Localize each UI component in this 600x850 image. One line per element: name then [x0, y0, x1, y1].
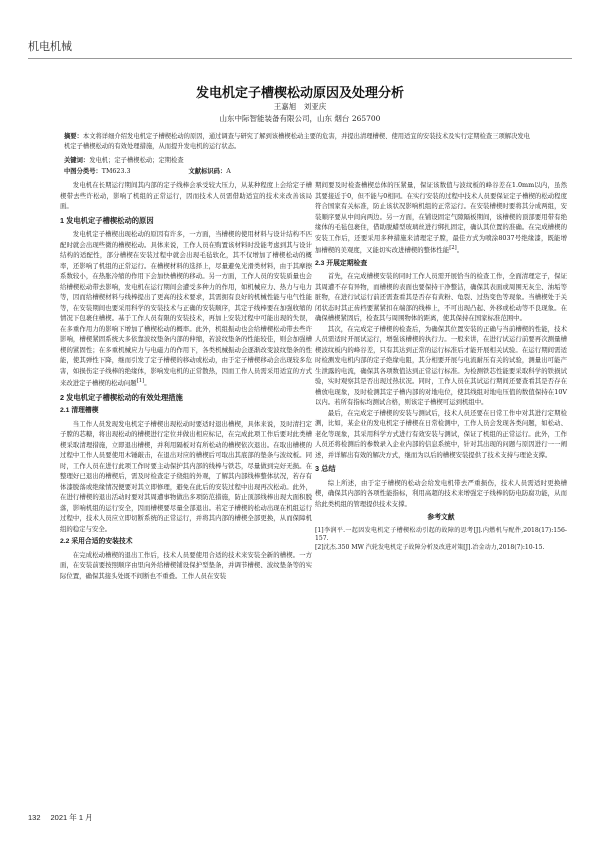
section-2-3-paragraph-a: 首先，在完成槽楔安装的同时工作人员需开展恰当的检查工作，全面清理定子，保证其周遭不存有异物，而槽楔的表面也要保持干净整洁，确保其表面或周围无灰尘、油垢等脏物，在进行试运行前还需查看其是否存有黄粉、龟裂、过热变色等现象。当槽楔处于关闭状态时其正齿档要紧紧扣在端部的线棒上，不可出现凸起、外移或松动等不良现象。在确保槽楔紧固后，检查其与周围物体的距离，使其保持在国家标准范围中。 — [315, 272, 567, 323]
running-header: 机电机械 — [28, 41, 72, 53]
citation-2: [2] — [449, 245, 457, 251]
clc-value: TM623.3 — [101, 168, 131, 175]
section-2-2-cont-text: 期间要及时检查槽楔总体的压紧量，保证该数值与波纹板的峰谷差在1.0mm以内，虽然其要接近于0，但不能与0相同。在实行安装的过程中技术人员要保证定子槽楔的松动程度符合国家有关标准，防止该状况影响机组的正常运行。在安装槽楔时要将其分成两组，安装顺序要从中间向两边。另一方面，在铺设固定气隙隔板期间，该槽楔的顶部要用带有绝缘体的毛毡包裹住，借助脱蜡型玻璃丝进行绑扎固定，确认其位置的准确。在完成槽楔的安装工作后，还要采用多种措施来清理定子膛，最佳方式为喷涂8037号绝缘漆，既能增加槽楔的美观度，又能切实改进槽楔的整体性能 — [315, 181, 567, 255]
header-rule — [28, 58, 572, 59]
references-list — [315, 527, 567, 553]
section-2-heading: 2 发电机定子槽楔松动的有效处理措施 — [60, 392, 183, 402]
left-column — [60, 180, 312, 581]
page-number: 132 — [28, 813, 41, 822]
abstract-label: 摘要： — [64, 133, 83, 140]
section-1-paragraph: 发电机定子槽楔出现松动的原因有许多，一方面，当槽楔的使用材料与设计结构不匹配时就会出现些微的槽楔松动。具体来说，工作人员在购置该材料时没能考虑到其与设计结构的适配性，部分槽楔在安装过程中就会出现毛毡软化，其不仅增加了槽楔松动的概率，还影响了机组的正常运行。在槽楔材料的选择上，尽量避免光滑类材料，由于其摩擦系数较小，在热胀冷缩的作用下会加快槽楔的移动。另一方面，工作人员的安装质量也会给槽楔松动带去影响，发电机在运行期间会遭受多种力的作用，如机械应力、热力与电力等，因而给槽楔材料与线棒提出了更高的技术要求，其需拥有良好的机械性能与电气性能等，在安装期间也要采用科学的安装技术与正确的安装顺序，其定子线棒要在加强收缩的情况下包裹住槽楔。基于工作人员有限的安装技术，再加上安装过程中可能出现的失误，在多重作用力的影响下增加了槽楔松动的概率。此外，机组振动也会给槽楔松动带去些许影响，槽楔紧固系统大多依靠波纹垫条内部的伸缩，若波纹垫条的性能较佳，则会加强槽楔的紧固性；在多重机械应力与电磁力的作用下，各类机械振动会逐渐改变波纹垫条的性能，使其弹性下降，继而引发了定子槽楔的移动或松动，由于定子槽楔移动会出现较多危害，如损伤定子线棒的绝缘体，影响发电机的正常散热，因而工作人员需采用适宜的方式来改进定子槽楔的松动问题[1]。 — [60, 230, 312, 388]
section-2-2-continued: 期间要及时检查槽楔总体的压紧量，保证该数值与波纹板的峰谷差在1.0mm以内，虽然其要接近于0，但不能与0相同。在实行安装的过程中技术人员要保证定子槽楔的松动程度符合国家有关标准，防止该状况影响机组的正常运行。在安装槽楔时要将其分成两组，安装顺序要从中间向两边。另一方面，在铺设固定气隙隔板期间，该槽楔的顶部要用带有绝缘体的毛毡包裹住，借助脱蜡型玻璃丝进行绑扎固定，确认其位置的准确。在完成槽楔的安装工作后，还要采用多种措施来清理定子膛，最佳方式为喷涂8037号绝缘漆，既能增加槽楔的美观度，又能切实改进槽楔的整体性能[2]。 — [315, 181, 567, 255]
references-heading: 参考文献 — [427, 514, 455, 522]
keywords — [64, 155, 536, 164]
right-column — [315, 180, 567, 553]
section-2-2-heading: 2.2 采用合适的安装技术 — [60, 538, 133, 546]
reference-item: [1]李润平.一起因发电机定子槽楔松动引起的故障的思考[J].内燃机与配件,2018(17):156-157. — [315, 526, 567, 543]
clc-label: 中图分类号： — [64, 168, 102, 175]
reference-item: [2]沈杰.350 MW 汽轮发电机定子故障分析及改进对策[J].冶金动力,2018(7):10-15. — [315, 544, 545, 552]
section-2-3-paragraph-c: 最后，在完成定子槽楔的安装与测试后，技术人员还要在日常工作中对其进行定期检测，比如，某企业的发电机定子槽楔在日常检测中，工作人员会发现各类问题，如松动、老化等现象，其采用科学方式进行有效安装与测试，保证了机组的正常运行。此外，工作人员还将检测后的参数录入企业内部的信息系统中，针对其出现的问题与原因进行一一阐述，并详解出有效的解决方式，继而为以后的槽楔安装提供了技术支持与理论支撑。 — [315, 408, 567, 459]
keywords-text: 发电机；定子槽楔松动；定期检查 — [89, 157, 184, 164]
citation-1: [1] — [136, 378, 145, 384]
intro-paragraph: 发电机在长期运行期间其内部的定子线棒会承受较大压力，从某种程度上会给定子槽楔带去些许松动，影响了机组的正常运行，因而技术人员需借助适宜的技术来改善该局面。 — [60, 181, 312, 210]
section-2-3-paragraph-b: 其次，在完成定子槽楔的检查后，为确保其位置安装的正确与当前槽楔的性能，技术人员需适时开展试运行，增强该槽楔的执行力。一般来讲，在进行试运行前要再次测量槽楔波纹板内的峰谷差，只有其达到正常的运行标准后才能开展相关试验。在运行期间需适时检测发电机内部的定子绝缘电阻，其分相要开展与电流耐压有关的试验，测量出可能产生泄露的电流，确保其各项数值达到正常运行标准。为检测铁芯性能要采取科学的铁损试验，实时观察其是否出现过热状况。同时，工作人员在其试运行期间还要查看其是否存在槽放电现象，及时检测其定子槽内部的对地电位，使其线组对地电压值的数值保持在10V以内。若所有指标均测试合格，则该定子槽楔可运到机组中。 — [315, 324, 567, 407]
section-2-3-heading: 2.3 开展定期检查 — [315, 259, 368, 267]
affiliation: 山东中际智能装备有限公司，山东 烟台 265700 — [219, 114, 381, 123]
section-2-2-paragraph: 在完成松动槽楔的退出工作后，技术人员要使用合适的技术来安装全新的槽楔。一方面，在安装前要按照顺序由里向外给槽楔铺设保护型垫条，并调节槽楔、波纹垫条等的实际位置，确保其接头处既不间断也不重叠。工作人员在安装 — [60, 550, 312, 580]
authors: 王嘉旭 刘亚庆 — [273, 102, 327, 111]
section-3-heading: 3 总结 — [315, 464, 336, 474]
section-2-1-heading: 2.1 清理槽楔 — [60, 407, 99, 415]
doc-code-value: A — [226, 168, 231, 175]
section-1-heading: 1 发电机定子槽楔松动的原因 — [60, 215, 154, 225]
abstract-text: 本文将详细介绍发电机定子槽楔松动的原因，通过调查与研究了解到该槽楔松动主要的危害，并提出清理槽楔、使用适宜的安装技术及实行定期检查三项解决发电机定子槽楔松动的有效处理措施，从而提升发电机的运行状态。 — [64, 133, 530, 150]
classification — [64, 166, 536, 175]
section-2-1-paragraph: 当工作人员发现发电机定子槽楔出现松动时要适时退出槽楔，具体来说，及时清扫定子膛的芯糖，将出现松动的槽楔进行定位并做出相应标记，在完成此项工作后要对此类槽楔采取清理措施，立即退出槽楔，并利用隔板对有所松动的槽楔依次退出。在取出槽楔的过程中工作人员要使用木锤敲击，在退出对应的槽楔后可取出其底部的垫条与波纹板。同时，工作人员在进行此项工作时要主动保护其内部的线棒与铁芯，尽量做到完好无损。在整理好已退出的槽楔后，需及时检查定子绕组的外观，了解其内部线棒整体状况，若存有体漆脱落或绝缘情况便要对其立即修理，避免在此后的安装过程中出现再次松动。此外，在进行槽楔的退出活动时要对其周遭事物做出多项防范措施，防止顶部线棒出现大面积脱落，影响机组的运行安全，因而槽楔要尽量全部退出。若定子槽楔的松动出现在机组运行过程中，技术人员应立即切断系统的正常运行，并将其内部的槽楔全部更换，从而保障机组的稳定与安全。 — [60, 419, 312, 533]
doc-code-label: 文献标识码： — [188, 168, 227, 175]
page-footer — [28, 812, 103, 823]
keywords-label: 关键词： — [64, 157, 90, 164]
abstract — [64, 132, 536, 151]
article-title: 发电机定子槽楔松动原因及处理分析 — [195, 85, 404, 100]
section-3-paragraph: 综上所述，由于定子槽楔的松动会给发电机带去严重损伤，技术人员需适时更换槽楔，确保其内部的各项性能指标，利用高超的技术来增强定子线棒的防电防腐功能，从而给此类机组的管理提供技术支撑。 — [315, 478, 567, 508]
issue-date: 2021 年 1 月 — [50, 813, 93, 822]
section-1-text: 发电机定子槽楔出现松动的原因有许多，一方面，当槽楔的使用材料与设计结构不匹配时就会出现些微的槽楔松动。具体来说，工作人员在购置该材料时没能考虑到其与设计结构的适配性，部分槽楔在安装过程中就会出现毛毡软化，其不仅增加了槽楔松动的概率，还影响了机组的正常运行。在槽楔材料的选择上，尽量避免光滑类材料，由于其摩擦系数较小，在热胀冷缩的作用下会加快槽楔的移动。另一方面，工作人员的安装质量也会给槽楔松动带去影响，发电机在运行期间会遭受多种力的作用，如机械应力、热力与电力等，因而给槽楔材料与线棒提出了更高的技术要求，其需拥有良好的机械性能与电气性能等，在安装期间也要采用科学的安装技术与正确的安装顺序，其定子线棒要在加强收缩的情况下包裹住槽楔。基于工作人员有限的安装技术，再加上安装过程中可能出现的失误，在多重作用力的影响下增加了槽楔松动的概率。此外，机组振动也会给槽楔松动带去些许影响，槽楔紧固系统大多依靠波纹垫条内部的伸缩，若波纹垫条的性能较佳，则会加强槽楔的紧固性；在多重机械应力与电磁力的作用下，各类机械振动会逐渐改变波纹垫条的性能，使其弹性下降，继而引发了定子槽楔的移动或松动，由于定子槽楔移动会出现较多危害，如损伤定子线棒的绝缘体，影响发电机的正常散热，因而工作人员需采用适宜的方式来改进定子槽楔的松动问题 — [60, 230, 312, 388]
